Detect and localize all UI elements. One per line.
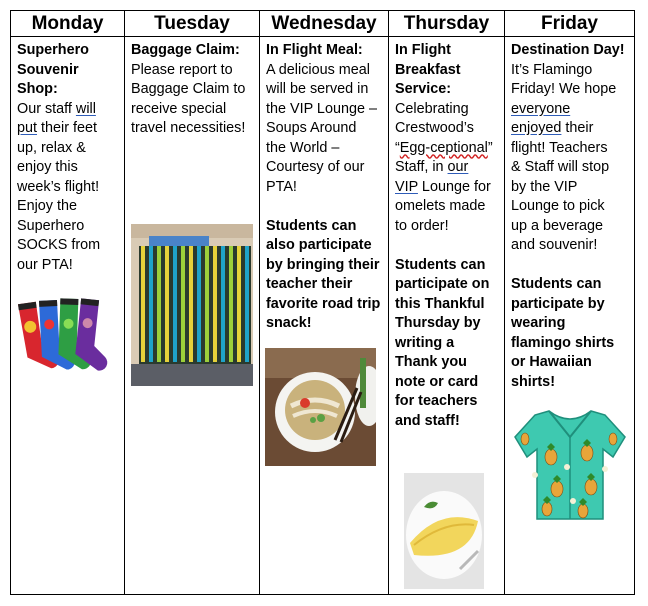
tuesday-line4: travel necessities! bbox=[131, 120, 246, 136]
schedule-table bbox=[10, 10, 635, 595]
monday-text: put bbox=[17, 120, 38, 136]
tuesday-line2: Baggage Claim to bbox=[131, 81, 246, 97]
thursday-text: VIP bbox=[395, 178, 418, 195]
thursday-line2: Crestwood’s bbox=[395, 120, 474, 136]
thursday-text: Staff, in bbox=[395, 159, 448, 175]
thursday-title-line1: In Flight bbox=[395, 42, 451, 58]
weekly-schedule bbox=[10, 10, 634, 590]
hawaiian-shirt-image bbox=[513, 405, 627, 523]
thursday-text: ” bbox=[487, 139, 493, 156]
thursday-bold5: writing a bbox=[395, 334, 455, 351]
header-tuesday: Tuesday bbox=[125, 11, 260, 37]
wednesday-bold3: by bringing their bbox=[266, 256, 380, 273]
thursday-bold9: and staff! bbox=[395, 412, 460, 429]
monday-text: their feet bbox=[37, 120, 98, 136]
friday-line2: Friday! We hope bbox=[511, 81, 617, 97]
friday-line6: & Staff will stop bbox=[511, 159, 610, 175]
monday-line3: up, relax & bbox=[17, 139, 86, 156]
monday-line8: SOCKS from bbox=[17, 237, 101, 253]
monday-line4: enjoy this bbox=[17, 159, 78, 175]
monday-line6: Enjoy the bbox=[17, 198, 78, 214]
header-monday: Monday bbox=[11, 11, 125, 37]
thursday-line6: omelets made bbox=[395, 198, 486, 214]
thursday-text: Egg-ceptional bbox=[399, 139, 488, 156]
thursday-bold8: for teachers bbox=[395, 393, 478, 409]
monday-line7: Superhero bbox=[17, 217, 85, 234]
tuesday-cell bbox=[125, 37, 260, 595]
wednesday-cell bbox=[260, 37, 389, 595]
header-row bbox=[11, 11, 635, 37]
monday-text: will bbox=[75, 100, 96, 117]
friday-bold4: flamingo shirts bbox=[511, 334, 615, 351]
tuesday-line3: receive special bbox=[131, 100, 227, 117]
friday-cell bbox=[505, 37, 635, 595]
thursday-bold4: Thursday by bbox=[395, 315, 481, 331]
wednesday-line7: PTA! bbox=[266, 178, 297, 195]
monday-line2 bbox=[17, 119, 120, 139]
monday-line1 bbox=[17, 100, 120, 120]
wednesday-bold1: Students can bbox=[266, 217, 357, 234]
wednesday-title: In Flight Meal: bbox=[266, 42, 363, 58]
omelet-photo bbox=[404, 473, 484, 589]
thursday-text: our bbox=[447, 159, 469, 175]
thursday-bold2: participate on bbox=[395, 276, 490, 292]
tuesday-line1: Please report to bbox=[131, 61, 233, 78]
thursday-bold7: note or card bbox=[395, 373, 479, 390]
friday-bold6: shirts! bbox=[511, 373, 555, 390]
friday-text: everyone bbox=[511, 100, 571, 117]
thursday-line7: to order! bbox=[395, 217, 449, 234]
thursday-line4 bbox=[395, 158, 500, 178]
header-wednesday: Wednesday bbox=[260, 11, 389, 37]
header-friday: Friday bbox=[505, 11, 635, 37]
friday-bold5: or Hawaiian bbox=[511, 354, 592, 370]
friday-title: Destination Day! bbox=[511, 42, 625, 58]
wednesday-bold6: snack! bbox=[266, 315, 312, 331]
wednesday-line5: the World – bbox=[266, 139, 340, 156]
wednesday-line1: A delicious meal bbox=[266, 61, 370, 78]
thursday-text: Lounge for bbox=[417, 178, 491, 195]
thursday-bold3: this Thankful bbox=[395, 295, 485, 312]
friday-bold2: participate by bbox=[511, 295, 605, 312]
wednesday-bold4: teacher their bbox=[266, 276, 353, 292]
friday-line9: up a beverage bbox=[511, 217, 604, 234]
friday-line3 bbox=[511, 100, 630, 120]
baggage-claim-photo bbox=[131, 224, 253, 386]
thursday-cell bbox=[389, 37, 505, 595]
wednesday-line4: Soups Around bbox=[266, 120, 357, 136]
friday-text: enjoyed bbox=[511, 120, 562, 136]
superhero-socks-image bbox=[17, 294, 115, 384]
thursday-line1: Celebrating bbox=[395, 100, 469, 117]
friday-line4 bbox=[511, 119, 630, 139]
friday-line5: flight! Teachers bbox=[511, 139, 608, 156]
friday-line7: by the VIP bbox=[511, 178, 578, 195]
monday-line5: week’s flight! bbox=[17, 178, 100, 195]
monday-line9: our PTA! bbox=[17, 256, 73, 273]
wednesday-line6: Courtesy of our bbox=[266, 159, 365, 175]
thursday-title-line2: Breakfast bbox=[395, 61, 461, 78]
thursday-text: “ bbox=[395, 139, 400, 156]
soup-bowl-photo bbox=[265, 348, 376, 466]
thursday-bold6: Thank you bbox=[395, 354, 467, 370]
thursday-line5 bbox=[395, 178, 500, 198]
monday-cell bbox=[11, 37, 125, 595]
wednesday-bold2: also participate bbox=[266, 237, 372, 253]
thursday-line3 bbox=[395, 139, 500, 159]
wednesday-line2: will be served in bbox=[266, 81, 369, 97]
monday-title-line1: Superhero bbox=[17, 42, 89, 58]
thursday-bold1: Students can bbox=[395, 256, 486, 273]
content-row bbox=[11, 37, 635, 595]
tuesday-title: Baggage Claim: bbox=[131, 42, 240, 58]
monday-title-line2: Souvenir Shop: bbox=[17, 61, 79, 97]
monday-text: Our staff bbox=[17, 100, 76, 117]
friday-line1: It’s Flamingo bbox=[511, 61, 593, 78]
friday-bold1: Students can bbox=[511, 276, 602, 292]
thursday-title-line3: Service: bbox=[395, 81, 452, 97]
friday-line10: and souvenir! bbox=[511, 237, 598, 253]
friday-text: their bbox=[561, 120, 594, 136]
wednesday-line3: the VIP Lounge – bbox=[266, 100, 377, 117]
friday-bold3: wearing bbox=[511, 315, 566, 331]
wednesday-bold5: favorite road trip bbox=[266, 295, 381, 312]
header-thursday: Thursday bbox=[389, 11, 505, 37]
friday-line8: Lounge to pick bbox=[511, 198, 605, 214]
